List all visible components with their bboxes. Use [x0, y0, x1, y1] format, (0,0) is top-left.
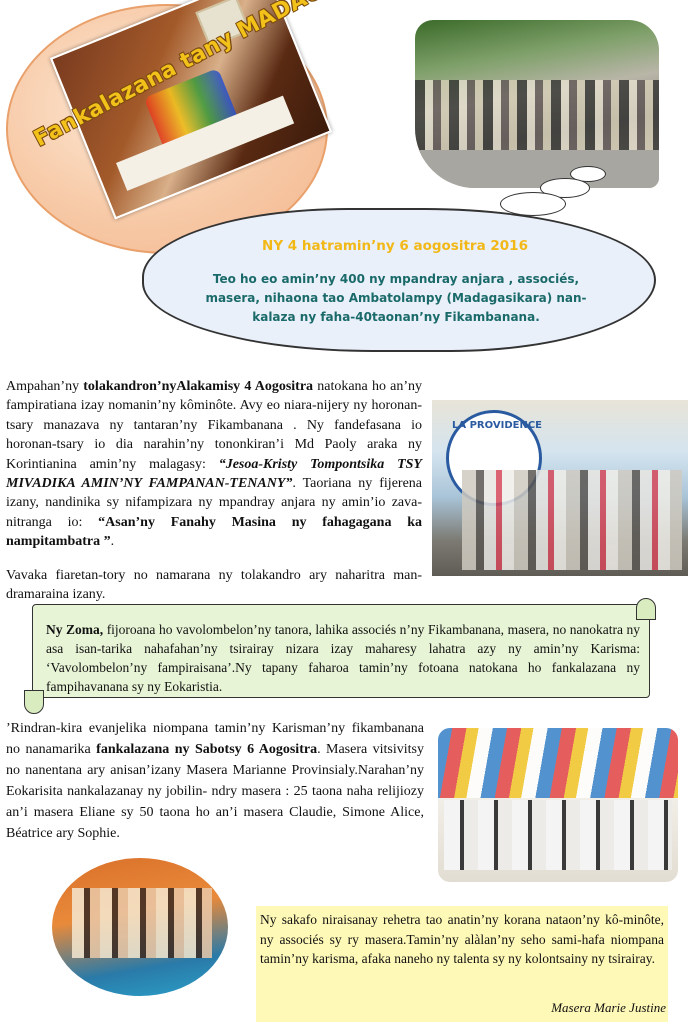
paragraph-friday — [46, 620, 640, 696]
text-run: fijoroana ho vavolombelon’ny tanora, lahika associés n’ny Fikambanana, masera, no nanokatra ny asa isan-tarika nahafahan’ny tsirairay nizara izay maharesy lahatra azy ny amin’ny Karisma: ‘Vavolombelon’ny fampiraisana’.Ny tapany faharoa tamin’ny fotoana natokana ho fankalazana ny fampihavanana sy ny Eokaristia. — [46, 622, 640, 694]
shared-meal-photo — [52, 858, 228, 996]
event-summary: Teo ho eo amin’ny 400 ny mpandray anjara , associés, masera, nihaona tao Ambatolampy (Madagasikara) nan-kalaza ny faha-40taonan’ny Fikambanana. — [205, 272, 587, 324]
photo-drapes — [438, 728, 678, 798]
paragraph-saturday — [6, 718, 424, 844]
photo-crowd — [415, 80, 659, 160]
quote-run: “Jesoa-Kristy Tompontsika TSY MIVADIKA AMIN’NY FAMPANAN-TENANY” — [6, 456, 422, 492]
text-run: Ampahan’ny — [6, 379, 84, 394]
scroll-curl-right — [636, 598, 656, 620]
page-title: Fankalazana tany — [30, 25, 238, 153]
bold-run: “Asan’ny Fanahy Masina ny fahagagana ka nampitambatra ” — [6, 514, 423, 550]
scroll-curl-left — [24, 690, 44, 714]
text-run: ’Rindran-kira evanjelika niompana tamin’ny Karisman’ny fikambanana no nanamarika — [6, 721, 424, 757]
text-run: . Masera vitsivitsy no nanentana ary anisan’izany Masera Marianne Provinsialy.Narahan’ny Eokarisita nankalazanay ny jobilin- ndry masera : 25 taona naha relijiozy an’i masera Eliane sy 50 taona ho an’i masera Claudie, Simone Alice, Béatrice ary Sophie. — [6, 742, 424, 841]
event-date: NY 4 hatramin’ny 6 aogositra 2016 — [262, 238, 528, 254]
text-run: natokana ho an’ny fampiratiana izay nomanin’ny kôminôte. Avy eo niara-nijery ny horonan-tsary manazava ny tantaran’ny Fikambanana . Ny fandefasana io horonan-tsary io dia narahin’ny tononkiran’i Md Paoly araka ny Korintianina amin’ny malagasy: — [6, 379, 422, 472]
choir-photo — [438, 728, 678, 882]
bold-run: Ny Zoma, — [46, 622, 104, 637]
photo-people — [462, 470, 682, 570]
text-run: . Taoriana ny fijerena izany, nandinika sy nifampizara ny mpandray anjara ny amin’io zava-nitranga io: — [6, 476, 422, 530]
crowd-outdoor-photo — [415, 20, 659, 188]
logo-text: LA PROVIDENCE — [452, 420, 542, 431]
paragraph-thursday — [6, 377, 422, 552]
photo-ground — [415, 150, 659, 188]
photo-diners — [72, 888, 212, 958]
signature: Masera Marie Justine — [551, 1000, 666, 1015]
paragraph-thursday-tail: Vavaka fiaretan-tory no namarana ny tolakandro ary naharitra man-dramaraina izany. — [6, 568, 422, 603]
paragraph-meal: Ny sakafo niraisanay rehetra tao anatin’ny korana nataon’ny kô-minôte, ny associés sy ry masera.Tamin’ny alàlan’ny seho sami-hafa niompana tamin’ny karisma, afaka naneho ny talenta sy ny kolontsainy ny tsirairay. — [260, 912, 664, 966]
celebration-stage-photo — [432, 400, 688, 576]
bold-run: tolakandron’nyAlakamisy 4 Aogositra — [83, 379, 314, 394]
photo-choir — [444, 800, 672, 870]
text-run: . — [110, 534, 115, 550]
bold-run: fankalazana ny Sabotsy 6 Aogositra — [96, 742, 318, 757]
